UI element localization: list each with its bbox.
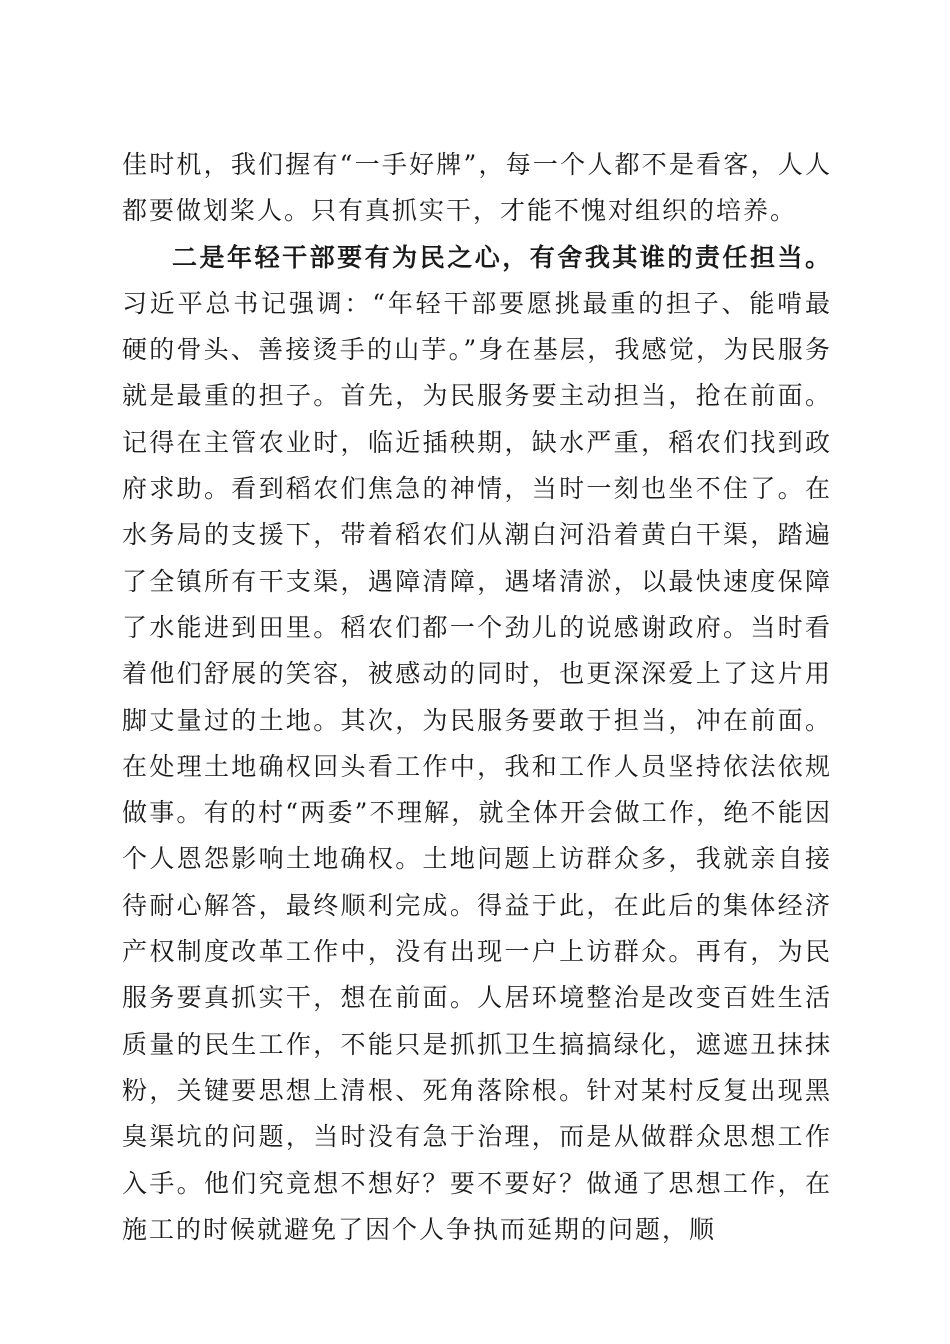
paragraph-1 <box>122 142 832 235</box>
paragraph-1-text: 佳时机，我们握有“一手好牌”，每一个人都不是看客，人人都要做划桨人。只有真抓实干，才能不愧对组织的培养。 <box>122 150 832 226</box>
paragraph-2-text: 习近平总书记强调：“年轻干部要愿挑最重的担子、能啃最硬的骨头、善接烫手的山芋。”身在基层，我感觉，为民服务就是最重的担子。首先，为民服务要主动担当，抢在前面。记得在主管农业时，临近插秧期，缺水严重，稻农们找到政府求助。看到稻农们焦急的神情，当时一刻也坐不住了。在水务局的支援下，带着稻农们从潮白河沿着黄白干渠，踏遍了全镇所有干支渠，遇障清障，遇堵清淤，以最快速度保障了水能进到田里。稻农们都一个劲儿的说感谢政府。当时看着他们舒展的笑容，被感动的同时，也更深深爱上了这片用脚丈量过的土地。其次，为民服务要敢于担当，冲在前面。在处理土地确权回头看工作中，我和工作人员坚持依法依规做事。有的村“两委”不理解，就全体开会做工作，绝不能因个人恩怨影响土地确权。土地问题上访群众多，我就亲自接待耐心解答，最终顺利完成。得益于此，在此后的集体经济产权制度改革工作中，没有出现一户上访群众。再有，为民服务要真抓实干，想在前面。人居环境整治是改变百姓生活质量的民生工作，不能只是抓抓卫生搞搞绿化，遮遮丑抹抹粉，关键要思想上清根、死角落除根。针对某村反复出现黑臭渠坑的问题，当时没有急于治理，而是从做群众思想工作入手。他们究竟想不想好？要不要好？做通了思想工作，在施工的时候就避免了因个人争执而延期的问题，顺 <box>122 288 832 1244</box>
paragraph-2-lead: 二是年轻干部要有为民之心，有舍我其谁的责任担当。 <box>172 242 832 272</box>
paragraph-2 <box>122 235 832 1254</box>
body-text <box>122 142 832 1253</box>
